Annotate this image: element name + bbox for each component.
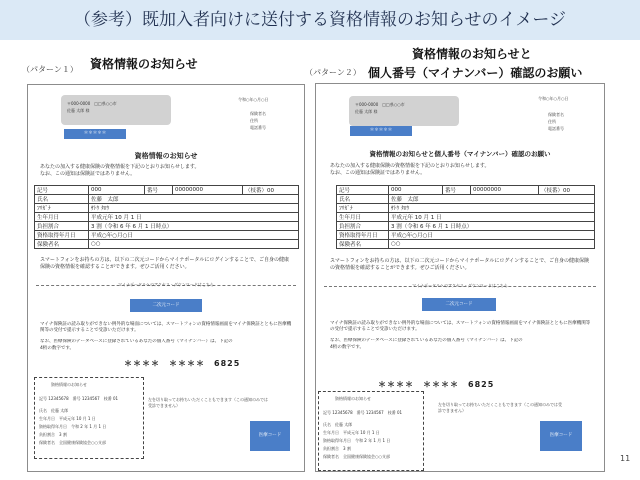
intro-right-1: あなたの加入する健康保険の資格情報を下記のとおりお知らせします。 [330, 163, 490, 169]
table-row: 資格取得年月日 平成○年○月○日 [337, 231, 595, 240]
table-row: 保険者名 ○○ [35, 240, 299, 249]
table-row: 氏名 佐藤 太郎 [337, 195, 595, 204]
table-row: 負担割合 3 割（令和 6 年 6 月 1 日時点） [35, 222, 299, 231]
postal-barcode: ＊＊＊＊＊ [350, 126, 412, 136]
notice-right-2: なお、医療保険のデータベースに登録されているあなたの個人番号（マイナンバー）は、下記の [330, 338, 523, 343]
doc-title-right: 資格情報のお知らせと個人番号（マイナンバー）確認のお願い [369, 150, 551, 158]
cut-note-right: 左を切り取ってお持ちいただくこともできます（この通知のみでは受診できません） [438, 402, 562, 413]
table-row: 負担割合 3 割（令和 6 年 6 月 1 日時点） [337, 222, 595, 231]
page-number: 11 [620, 454, 631, 463]
medical-code-right[interactable]: 医療コード [540, 421, 582, 451]
table-row: 氏名 佐藤 太郎 [35, 195, 299, 204]
portal-access-right: マイナポータルへのアクセス・ダウンロードはこちら [412, 283, 508, 288]
intro-left-2: なお、この通知は保険証ではありません。 [40, 171, 136, 177]
address-window: 〒000-0000 □□県○○市 佐藤 太郎 様 [61, 95, 171, 125]
heading-left: 資格情報のお知らせ [90, 57, 198, 71]
heading-right-2: 個人番号（マイナンバー）確認のお願い [368, 66, 583, 80]
info-table-right [336, 185, 595, 249]
table-row: 資格取得年月日 平成○年○月○日 [35, 231, 299, 240]
slide-title: （参考）既加入者向けに送付する資格情報のお知らせのイメージ [0, 0, 640, 40]
notice-left-1: マイナ保険証の読み取りができない例外的な場面については、スマートフォンの資格情報画面をマイナ保険証とともに医療機関等の受付で提示することで受診いただけます。 [40, 322, 292, 333]
portal-access-left: マイナポータルへのアクセス・ダウンロードはこちら [118, 282, 214, 287]
table-row: 生年月日 平成元年 10 月 1 日 [35, 213, 299, 222]
notice-left-3: 4桁の数字です。 [40, 346, 75, 351]
notice-left-2: なお、医療保険のデータベースに登録されているあなたの個人番号（マイナンバー）は、下記の [40, 339, 233, 344]
cut-card-right: 資格情報のお知らせ 記号 12345678 番号 1234567 枝番 01 氏名 佐藤 太郎 生年月日 平成元年 10 月 1 日 資格取得年月日 令和 2 年 1 月 1 日 負担割合 3 割 保険者名 全国健康保険協会○○支部 [318, 391, 424, 471]
notice-right-3: 4桁の数字です。 [330, 345, 365, 350]
table-row: 生年月日 平成元年 10 月 1 日 [337, 213, 595, 222]
postal-barcode: ＊＊＊＊＊ [64, 129, 126, 139]
qr-code-right[interactable]: 二次元コード [422, 298, 496, 311]
doc-title-left: 資格情報のお知らせ [134, 152, 198, 160]
mynumber-left: ＊＊＊＊ ＊＊＊＊ 6825 [124, 359, 241, 368]
table-row: ﾌﾘｶﾞﾅ ｻﾄｳ ﾀﾛｳ [337, 204, 595, 213]
table-row: 記号 000 番号 00000000 （枝番）00 [35, 186, 299, 195]
medical-code-left[interactable]: 医療コード [250, 421, 290, 451]
heading-right-1: 資格情報のお知らせと [412, 47, 532, 61]
cut-note-left: 左を切り取ってお持ちいただくこともできます（この通知のみでは受診できません） [148, 397, 268, 408]
info-table-left [34, 185, 299, 249]
body-text-right: スマートフォンをお持ちの方は、以下の二次元コードからマイナポータルにログインすることで、ご自身の健康保険の資格情報を確認することができます。ぜひご活用ください。 [330, 258, 590, 271]
intro-right-2: なお、この通知は保険証ではありません。 [330, 170, 426, 176]
address-window: 〒000-0000 □□県○○市 佐藤 太郎 様 [349, 96, 459, 126]
document-right: 〒000-0000 □□県○○市 佐藤 太郎 様 ＊＊＊＊＊ 令和○年○月○日 保険者名 住所 電話番号 資格情報のお知らせと個人番号（マイナンバー）確認のお願い あなたの加入する健康保険の資格情報を下記のとおりお知らせします。 なお、この通知は保険証ではありません。 記号 000 番号 00000000 （枝番）00 氏名 佐藤 太郎 ﾌﾘｶﾞﾅ ｻﾄｳ ﾀﾛｳ 生年月日 平成元年 10 月 1 日 負担割合 3 割（令和 6 年 6 月 1 日時点） 資格取得年月日 平成○年○月○日 保険者名 ○○ スマートフォンをお持ちの方は、以下の二次元コードからマイナポータルにログインすることで、ご自身の健康保険の資格情報を確認することができます。ぜひご活用ください。 マイナポータルへのアクセス・ダウンロードはこちら 二次元コード マイナ保険証の読み取りができない例外的な場面については、スマートフォンの資格情報画面をマイナ保険証とともに医療機関等の受付で提示することで受診いただけます。 なお、医療保険のデータベースに登録されているあなたの個人番号（マイナンバー）は、下記の 4桁の数字です。 ＊＊＊＊ ＊＊＊＊ 6825 資格情報のお知らせ 記号 12345678 番号 1234567 枝番 01 氏名 佐藤 太郎 生年月日 平成元年 10 月 1 日 資格取得年月日 令和 2 年 1 月 1 日 負担割合 3 割 保険者名 全国健康保険協会○○支部 左を切り取ってお持ちいただくこともできます（この通知のみでは受診できません） 医療コード [315, 83, 605, 472]
table-row: ﾌﾘｶﾞﾅ ｻﾄｳ ﾀﾛｳ [35, 204, 299, 213]
intro-left-1: あなたの加入する健康保険の資格情報を下記のとおりお知らせします。 [40, 164, 200, 170]
mynumber-right: ＊＊＊＊ ＊＊＊＊ 6825 [378, 380, 495, 389]
cut-card-left: 資格情報のお知らせ 記号 12345678 番号 1234567 枝番 01 氏名 佐藤 太郎 生年月日 平成元年 10 月 1 日 資格取得年月日 令和 2 年 1 月 1 日 負担割合 3 割 保険者名 全国健康保険協会○○支部 [34, 377, 144, 459]
table-row: 保険者名 ○○ [337, 240, 595, 249]
qr-code-left[interactable]: 二次元コード [130, 299, 202, 312]
pattern-label-right: （パターン２） [305, 68, 361, 77]
document-left: 〒000-0000 □□県○○市 佐藤 太郎 様 ＊＊＊＊＊ 令和○年○月○日 保険者名 住所 電話番号 資格情報のお知らせ あなたの加入する健康保険の資格情報を下記のとおりお知らせします。 なお、この通知は保険証ではありません。 記号 000 番号 00000000 （枝番）00 氏名 佐藤 太郎 ﾌﾘｶﾞﾅ ｻﾄｳ ﾀﾛｳ 生年月日 平成元年 10 月 1 日 負担割合 3 割（令和 6 年 6 月 1 日時点） 資格取得年月日 平成○年○月○日 保険者名 ○○ スマートフォンをお持ちの方は、以下の二次元コードからマイナポータルにログインすることで、ご自身の健康保険の資格情報を確認することができます。ぜひご活用ください。 マイナポータルへのアクセス・ダウンロードはこちら 二次元コード マイナ保険証の読み取りができない例外的な場面については、スマートフォンの資格情報画面をマイナ保険証とともに医療機関等の受付で提示することで受診いただけます。 なお、医療保険のデータベースに登録されているあなたの個人番号（マイナンバー）は、下記の 4桁の数字です。 ＊＊＊＊ ＊＊＊＊ 6825 資格情報のお知らせ 記号 12345678 番号 1234567 枝番 01 氏名 佐藤 太郎 生年月日 平成元年 10 月 1 日 資格取得年月日 令和 2 年 1 月 1 日 負担割合 3 割 保険者名 全国健康保険協会○○支部 左を切り取ってお持ちいただくこともできます（この通知のみでは受診できません） 医療コード [27, 84, 305, 472]
pattern-label-left: （パターン１） [22, 65, 78, 74]
body-text-left: スマートフォンをお持ちの方は、以下の二次元コードからマイナポータルにログインすることで、ご自身の健康保険の資格情報を確認することができます。ぜひご活用ください。 [40, 257, 290, 270]
table-row: 記号 000 番号 00000000 （枝番）00 [337, 186, 595, 195]
notice-right-1: マイナ保険証の読み取りができない例外的な場面については、スマートフォンの資格情報画面をマイナ保険証とともに医療機関等の受付で提示することで受診いただけます。 [330, 321, 591, 332]
